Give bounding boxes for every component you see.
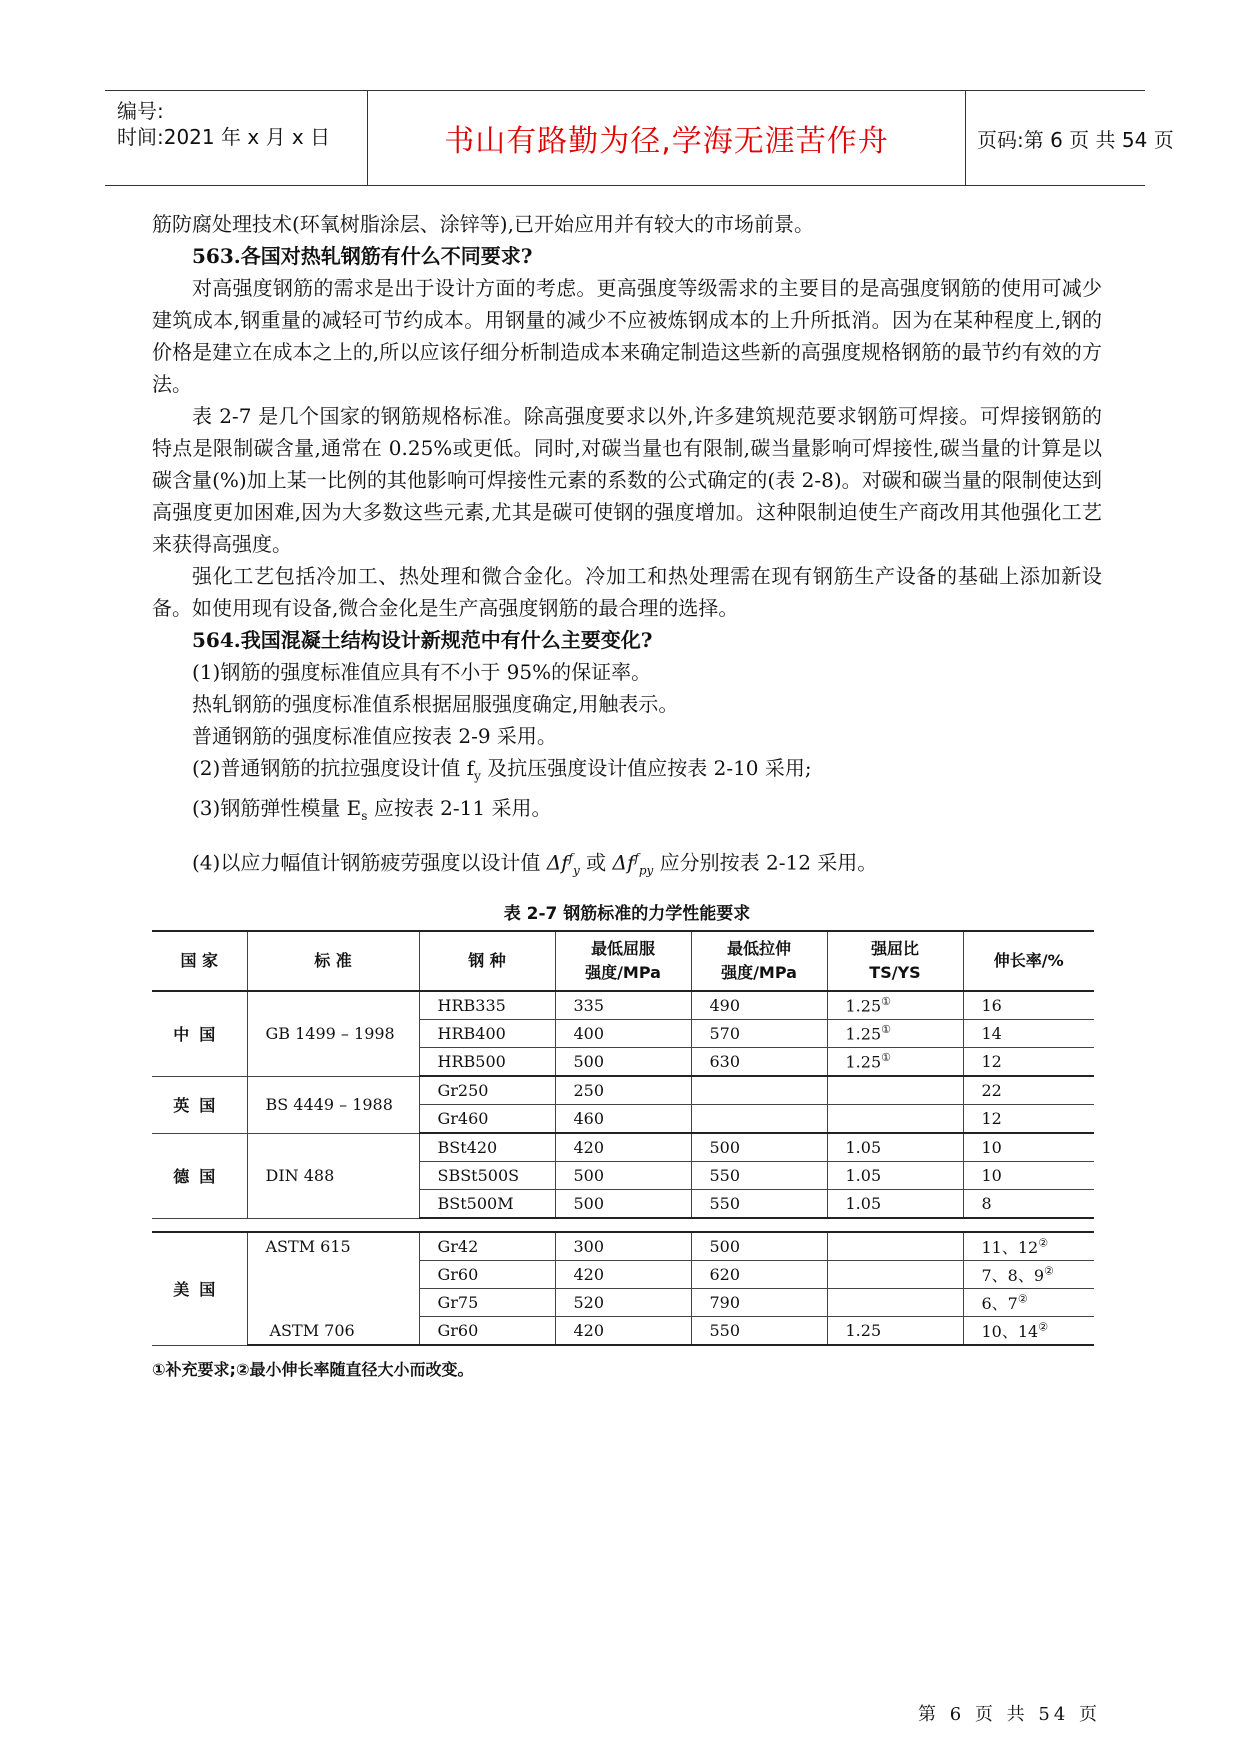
item-2-text-a: (2)普通钢筋的抗拉强度设计值 f	[192, 756, 475, 780]
strength-ratio-cell: 1.25	[827, 1317, 963, 1346]
elongation-cell: 6、7②	[963, 1289, 1094, 1317]
question-564: 564.我国混凝土结构设计新规范中有什么主要变化?	[192, 628, 653, 652]
strength-ratio-cell	[827, 1105, 963, 1134]
standard-cell: DIN 488	[247, 1133, 419, 1218]
ratio-footnote-mark: ①	[881, 1051, 891, 1065]
header-page-label: 页码:第 6 页 共 54 页	[977, 127, 1174, 152]
table-row	[152, 991, 1094, 1020]
tensile-strength-cell: 630	[691, 1048, 827, 1077]
paragraph-4: 强化工艺包括冷加工、热处理和微合金化。冷加工和热处理需在现有钢筋生产设备的基础上添加新设备。如使用现有设备,微合金化是生产高强度钢筋的最合理的选择。	[152, 564, 1102, 620]
table-header-cell: 标 准	[247, 931, 419, 991]
tensile-strength-cell: 620	[691, 1261, 827, 1289]
yield-strength-cell: 420	[555, 1261, 691, 1289]
yield-strength-cell: 300	[555, 1232, 691, 1261]
yield-strength-cell: 335	[555, 991, 691, 1020]
steel-standards-table	[152, 930, 1094, 1346]
elongation-cell: 10	[963, 1133, 1094, 1162]
elongation-footnote-mark: ②	[1038, 1320, 1049, 1334]
table-header-row	[152, 931, 1094, 991]
elongation-cell: 8	[963, 1190, 1094, 1219]
table-row	[152, 1232, 1094, 1261]
yield-strength-cell: 500	[555, 1048, 691, 1077]
item-1-note-a: 热轧钢筋的强度标准值系根据屈服强度确定,用触表示。	[192, 692, 679, 716]
yield-strength-cell: 420	[555, 1133, 691, 1162]
grade-cell: HRB500	[419, 1048, 555, 1077]
grade-cell: Gr60	[419, 1261, 555, 1289]
tensile-strength-cell: 550	[691, 1162, 827, 1190]
strength-ratio-cell	[827, 1076, 963, 1105]
yield-strength-cell: 250	[555, 1076, 691, 1105]
doc-time-label: 时间:2021 年 x 月 x 日	[117, 125, 331, 149]
ratio-footnote-mark: ①	[881, 1023, 891, 1037]
page-number: 第 6 页 共 54 页	[918, 1704, 1101, 1725]
item-2-text-b: 及抗压强度设计值应按表 2-10 采用;	[480, 756, 812, 780]
header-meta	[117, 91, 367, 185]
grade-cell: BSt500M	[419, 1190, 555, 1219]
elongation-cell: 7、8、9②	[963, 1261, 1094, 1289]
strength-ratio-cell	[827, 1232, 963, 1261]
table-header-cell: 伸长率/%	[963, 931, 1094, 991]
standard-cell: GB 1499 – 1998	[247, 991, 419, 1076]
doc-number-label: 编号:	[117, 99, 164, 123]
elongation-cell: 11、12②	[963, 1232, 1094, 1261]
elongation-footnote-mark: ②	[1044, 1264, 1054, 1278]
strength-ratio-cell: 1.25①	[827, 1020, 963, 1048]
grade-cell: BSt420	[419, 1133, 555, 1162]
item-4-text-b: 应分别按表 2-12 采用。	[653, 850, 878, 875]
table-row	[152, 1317, 1094, 1346]
tensile-strength-cell	[691, 1105, 827, 1134]
grade-cell: Gr60	[419, 1317, 555, 1346]
yield-strength-cell: 500	[555, 1190, 691, 1219]
table-row	[152, 1076, 1094, 1105]
elongation-footnote-mark: ②	[1038, 1236, 1049, 1250]
paragraph-1: 筋防腐处理技术(环氧树脂涂层、涂锌等),已开始应用并有较大的市场前景。	[152, 212, 814, 236]
item-3	[152, 792, 1102, 832]
document-body	[152, 208, 1102, 889]
country-cell: 中国	[152, 991, 247, 1076]
table-header-cell: 强屈比 TS/YS	[827, 931, 963, 991]
standard-cell: BS 4449 – 1988	[247, 1076, 419, 1133]
item-3-subscript: s	[361, 809, 368, 823]
yield-strength-cell: 420	[555, 1317, 691, 1346]
tensile-strength-cell: 790	[691, 1289, 827, 1317]
tensile-strength-cell: 570	[691, 1020, 827, 1048]
fatigue-symbol-2-sub: py	[638, 863, 654, 878]
yield-strength-cell: 520	[555, 1289, 691, 1317]
grade-cell: HRB335	[419, 991, 555, 1020]
grade-cell: SBSt500S	[419, 1162, 555, 1190]
country-cell: 美国	[152, 1232, 247, 1345]
elongation-cell: 12	[963, 1048, 1094, 1077]
strength-ratio-cell: 1.25①	[827, 991, 963, 1020]
tensile-strength-cell: 500	[691, 1133, 827, 1162]
table-gap-cell	[152, 1218, 1094, 1232]
elongation-cell: 12	[963, 1105, 1094, 1134]
item-1: (1)钢筋的强度标准值应具有不小于 95%的保证率。	[192, 660, 652, 684]
standard-cell: ASTM 615	[247, 1232, 419, 1317]
header-motto: 书山有路勤为径,学海无涯苦作舟	[444, 124, 889, 159]
country-cell: 英国	[152, 1076, 247, 1133]
fatigue-symbol-1-sub: y	[573, 863, 580, 878]
standard-cell: ASTM 706	[247, 1317, 419, 1346]
grade-cell: Gr75	[419, 1289, 555, 1317]
strength-ratio-cell: 1.05	[827, 1133, 963, 1162]
elongation-footnote-mark: ②	[1017, 1292, 1028, 1306]
item-1-note-b: 普通钢筋的强度标准值应按表 2-9 采用。	[192, 724, 557, 748]
yield-strength-cell: 400	[555, 1020, 691, 1048]
fatigue-symbol-1: Δf	[546, 850, 569, 875]
table-caption: 表 2-7 钢筋标准的力学性能要求	[503, 904, 751, 924]
grade-cell: Gr250	[419, 1076, 555, 1105]
question-563: 563.各国对热轧钢筋有什么不同要求?	[192, 244, 533, 268]
elongation-cell: 14	[963, 1020, 1094, 1048]
item-4	[152, 840, 1102, 889]
item-3-text-b: 应按表 2-11 采用。	[367, 796, 552, 820]
ratio-footnote-mark: ①	[881, 995, 891, 1009]
country-cell: 德国	[152, 1133, 247, 1218]
tensile-strength-cell	[691, 1076, 827, 1105]
table-footnote: ①补充要求;②最小伸长率随直径大小而改变。	[152, 1360, 474, 1379]
strength-ratio-cell: 1.05	[827, 1162, 963, 1190]
yield-strength-cell: 500	[555, 1162, 691, 1190]
item-4-text-a: (4)以应力幅值计钢筋疲劳强度以设计值	[192, 850, 547, 875]
grade-cell: Gr460	[419, 1105, 555, 1134]
strength-ratio-cell	[827, 1261, 963, 1289]
elongation-cell: 10	[963, 1162, 1094, 1190]
table-header-cell: 最低拉伸 强度/MPa	[691, 931, 827, 991]
elongation-cell: 10、14②	[963, 1317, 1094, 1346]
table-gap	[152, 1218, 1094, 1232]
header-motto-cell	[367, 91, 966, 185]
item-2-subscript: y	[474, 769, 481, 783]
strength-ratio-cell: 1.05	[827, 1190, 963, 1219]
grade-cell: Gr42	[419, 1232, 555, 1261]
item-2	[152, 752, 1102, 792]
page-header	[105, 90, 1174, 186]
fatigue-symbol-1-sup: f	[568, 851, 573, 865]
table-header-cell: 钢 种	[419, 931, 555, 991]
paragraph-2: 对高强度钢筋的需求是出于设计方面的考虑。更高强度等级需求的主要目的是高强度钢筋的使用可减少建筑成本,钢重量的减轻可节约成本。用钢量的减少不应被炼钢成本的上升所抵消。因为在某种程度上,钢的价格是建立在成本之上的,所以应该仔细分析制造成本来确定制造这些新的高强度规格钢筋的最节约有效的方法。	[152, 276, 1102, 396]
elongation-cell: 22	[963, 1076, 1094, 1105]
table-row	[152, 1133, 1094, 1162]
item-3-text-a: (3)钢筋弹性模量 E	[192, 796, 362, 820]
strength-ratio-cell: 1.25①	[827, 1048, 963, 1077]
elongation-cell: 16	[963, 991, 1094, 1020]
fatigue-symbol-2: Δf	[612, 850, 635, 875]
strength-ratio-cell	[827, 1289, 963, 1317]
paragraph-3: 表 2-7 是几个国家的钢筋规格标准。除高强度要求以外,许多建筑规范要求钢筋可焊接。可焊接钢筋的特点是限制碳含量,通常在 0.25%或更低。同时,对碳当量也有限制,碳当量影响可焊接性,碳当量的计算是以碳含量(%)加上某一比例的其他影响可焊接性元素的系数的公式确定的(表 2-8)。对碳和碳当量的限制使达到高强度更加困难,因为大多数这些元素,尤其是碳可使钢的强度增加。这种限制迫使生产商改用其他强化工艺来获得高强度。	[152, 404, 1102, 556]
tensile-strength-cell: 550	[691, 1190, 827, 1219]
fatigue-symbol-2-sup: f	[634, 851, 639, 865]
tensile-strength-cell: 490	[691, 991, 827, 1020]
item-4-or: 或	[579, 850, 613, 875]
grade-cell: HRB400	[419, 1020, 555, 1048]
yield-strength-cell: 460	[555, 1105, 691, 1134]
tensile-strength-cell: 500	[691, 1232, 827, 1261]
tensile-strength-cell: 550	[691, 1317, 827, 1346]
table-header-cell: 最低屈服 强度/MPa	[555, 931, 691, 991]
table-header-cell: 国 家	[152, 931, 247, 991]
